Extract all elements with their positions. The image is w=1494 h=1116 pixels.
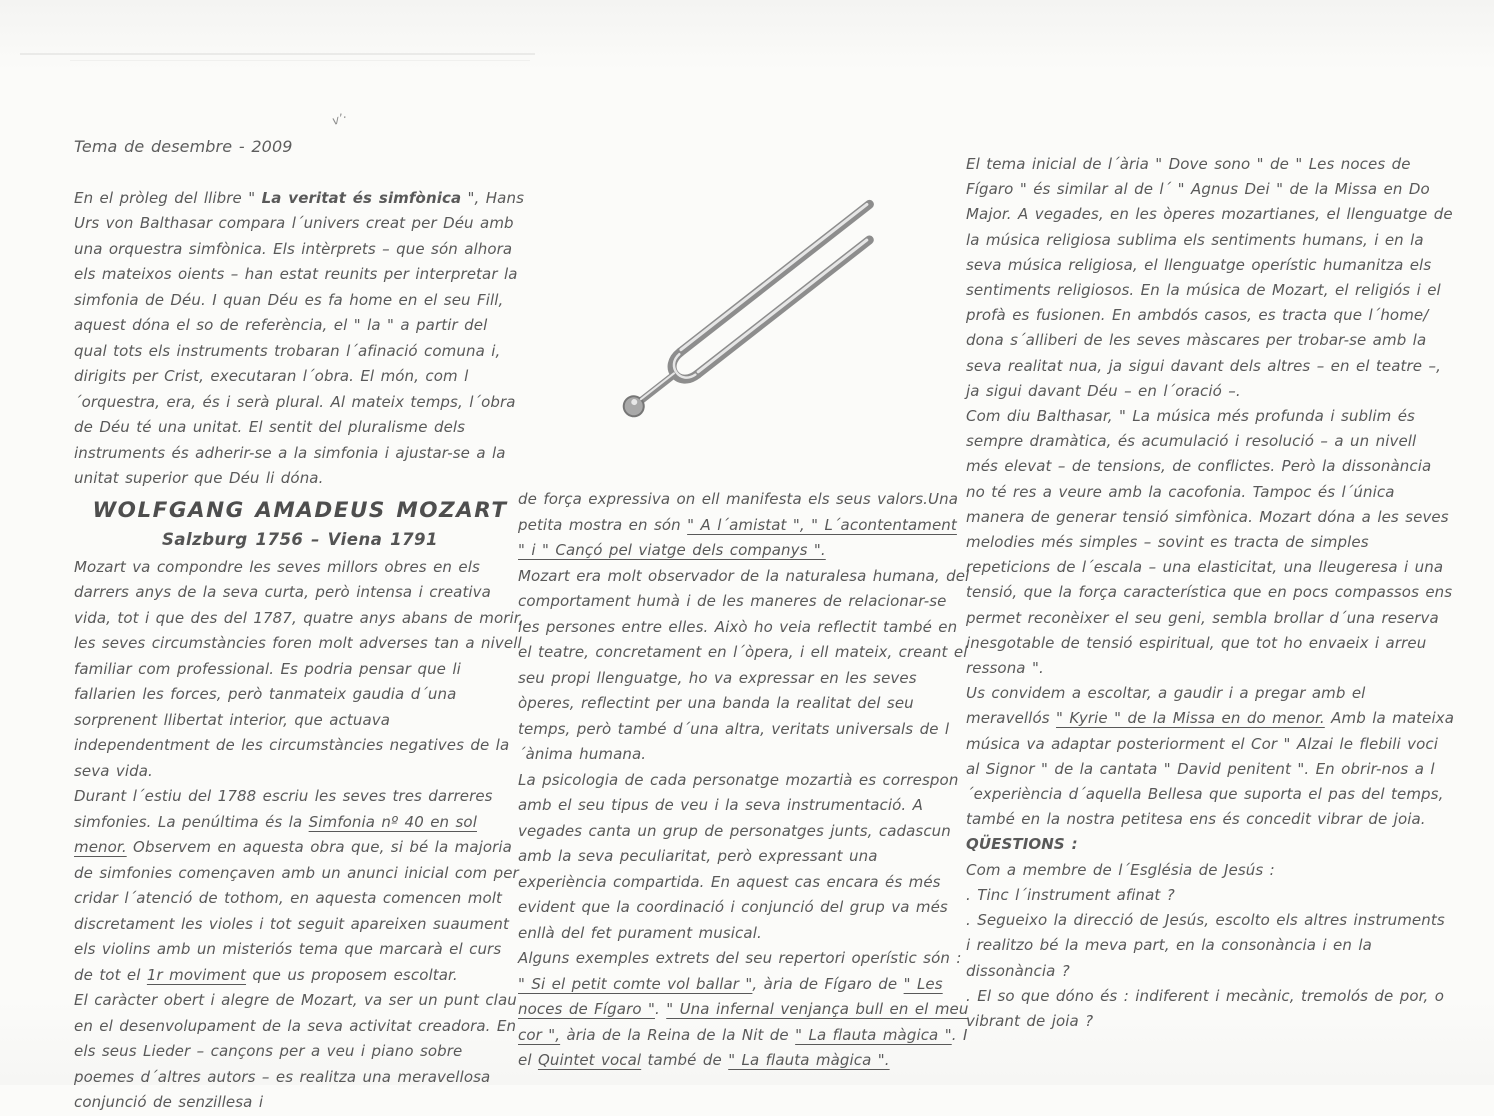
paragraph: Us convidem a escoltar, a gaudir i a pregar amb el meravellós " Kyrie " de la Missa en do menor. Amb la mateixa música va adaptar posteriorment el Cor " Alzai le flebili voci al Signor " de la cantata " David penitent ". En obrir-nos a l´experiència d´aquella Bellesa que suporta el pas del temps, també en la nostra petitesa ens és concedit vibrar de joia. (966, 684, 1454, 829)
right-paragraphs (966, 152, 1454, 1034)
paragraph: El tema inicial de l´ària " Dove sono " de " Les noces de Fígaro " és similar al de l´ " Agnus Dei " de la Missa en Do Major. A vegades, en les òperes mozartianes, el llenguatge de la música religiosa sublima els sentiments humans, i en la seva música religiosa, el llenguatge operístic humanitza els sentiments religiosos. En la música de Mozart, el religiós i el profà es fusionen. En ambdós casos, es tracta que l´home/ dona s´alliberi de les seves màscares per trobar-se amb la seva realitat nua, ja sigui davant dels altres – en el teatre –, ja sigui davant Déu – en l´oració –. (966, 155, 1453, 400)
paragraph: Durant l´estiu del 1788 escriu les seves tres darreres simfonies. La penúltima és la Simfonia nº 40 en sol menor. Observem en aquesta obra que, si bé la majoria de simfonies començaven amb un anunci inicial com per cridar l´atenció de tothom, en aquesta comencen molt discretament les violes i tot seguit apareixen suaument els violins amb un misteriós tema que marcarà el curs de tot el 1r moviment que us proposem escoltar. (74, 787, 519, 984)
middle-column (518, 487, 970, 1074)
article-title: WOLFGANG AMADEUS MOZART (92, 497, 508, 523)
pen-scribble: v’· (330, 110, 349, 128)
paragraph: . El so que dóno és : indiferent i mecànic, tremolós de por, o vibrant de joia ? (966, 986, 1445, 1030)
paragraph: . Segueixo la direcció de Jesús, escolto els altres instruments i realitzo bé la meva part, en la consonància i en la dissonància ? (966, 911, 1445, 980)
article-subtitle: Salzburg 1756 – Viena 1791 (161, 529, 439, 549)
scan-artifact-line (70, 60, 530, 61)
paragraph: Com diu Balthasar, " La música més profunda i sublim és sempre dramàtica, és acumulació i resolució – a un nivell més elevat – de tensions, de conflictes. Però la dissonància no té res a veure amb la cacofonia. Tampoc és l´única manera de generar tensió simfònica. Mozart dóna a les seves melodies més simples – sovint es tracta de simples repeticions de l´escala – una elasticitat, una lleugeresa i una tensió, que la força característica que en pocs compassos ens permet reconèixer el seu geni, sembla brollar d´una reserva inesgotable de tensió espiritual, que tot ho envaeix i arreu ressona ". (966, 407, 1453, 678)
paragraph: El caràcter obert i alegre de Mozart, va ser un punt clau en el desenvolupament de la seva activitat creadora. En els seus Lieder – cançons per a veu i piano sobre poemes d´altres autors – es realitza una meravellosa conjunció de senzillesa i (74, 991, 517, 1111)
paragraph: Alguns exemples extrets del seu repertori operístic són : " Si el petit comte vol ballar ", ària de Fígaro de " Les noces de Fígaro ". " Una infernal venjança bull en el meu cor ", ària de la Reina de la Nit de " La flauta màgica ". I el Quintet vocal també de " La flauta màgica ". (518, 949, 969, 1069)
paragraph: En el pròleg del llibre " La veritat és simfònica ", Hans Urs von Balthasar compara l´univers creat per Déu amb una orquestra simfònica. Els intèrprets – que són alhora els mateixos oients – han estat reunits per interpretar la simfonia de Déu. I quan Déu es fa home en el seu Fill, aquest dóna el so de referència, el " la " a partir del qual tots els instruments trobaran l´afinació comuna i, dirigits per Crist, executaran l´obra. El món, com l´orquestra, era, és i serà plural. Al mateix temps, l´obra de Déu té una unitat. El sentit del pluralisme dels instruments és adherir-se a la simfonia i ajustar-se a la unitat superior que Déu li dóna. (74, 188, 524, 487)
scan-artifact-line (20, 53, 535, 55)
tuning-fork-illustration (548, 142, 948, 492)
paragraph: Mozart era molt observador de la naturalesa humana, del comportament humà i de les maneres de relacionar-se les persones entre elles. Això ho veia reflectit també en el teatre, concretament en l´òpera, i ell mateix, creant el seu propi llenguatge, ho va expressar en les seves òperes, reflectint per una banda la realitat del seu temps, però també d´una altra, veritats universals de l´ànima humana. (518, 566, 970, 763)
date-line: Tema de desembre - 2009 (74, 137, 293, 156)
paragraph: de força expressiva on ell manifesta els seus valors.Una petita mostra en són " A l´amistat ", " L´acontentament " i " Cançó pel viatge dels companys ". (518, 490, 958, 559)
paragraph: Com a membre de l´Església de Jesús : (966, 860, 1275, 879)
intro-paragraphs (74, 186, 526, 492)
left-body-paragraphs (74, 555, 526, 1116)
tuning-fork-icon (548, 142, 948, 492)
paragraph: QÜESTIONS : (966, 835, 1078, 854)
paragraph: . Tinc l´instrument afinat ? (966, 885, 1175, 904)
left-column (74, 134, 526, 1116)
paragraph: Mozart va compondre les seves millors obres en els darrers anys de la seva curta, però intensa i creativa vida, tot i que des del 1787, quatre anys abans de morir, les seves circumstàncies foren molt adverses tan a nivell familiar com professional. Es podria pensar que li fallarien les forces, però tanmateix gaudia d´una sorprenent llibertat interior, que actuava independentment de les circumstàncies negatives de la seva vida. (74, 557, 524, 780)
right-column (966, 152, 1454, 1034)
middle-paragraphs (518, 487, 970, 1074)
paragraph: La psicologia de cada personatge mozartià es correspon amb el seu tipus de veu i la seva instrumentació. A vegades canta un grup de personatges junts, cadascun amb la seva peculiaritat, però expressant una experiència compartida. En aquest cas encara és més evident que la coordinació i conjunció del grup va més enllà del fet purament musical. (518, 770, 959, 942)
